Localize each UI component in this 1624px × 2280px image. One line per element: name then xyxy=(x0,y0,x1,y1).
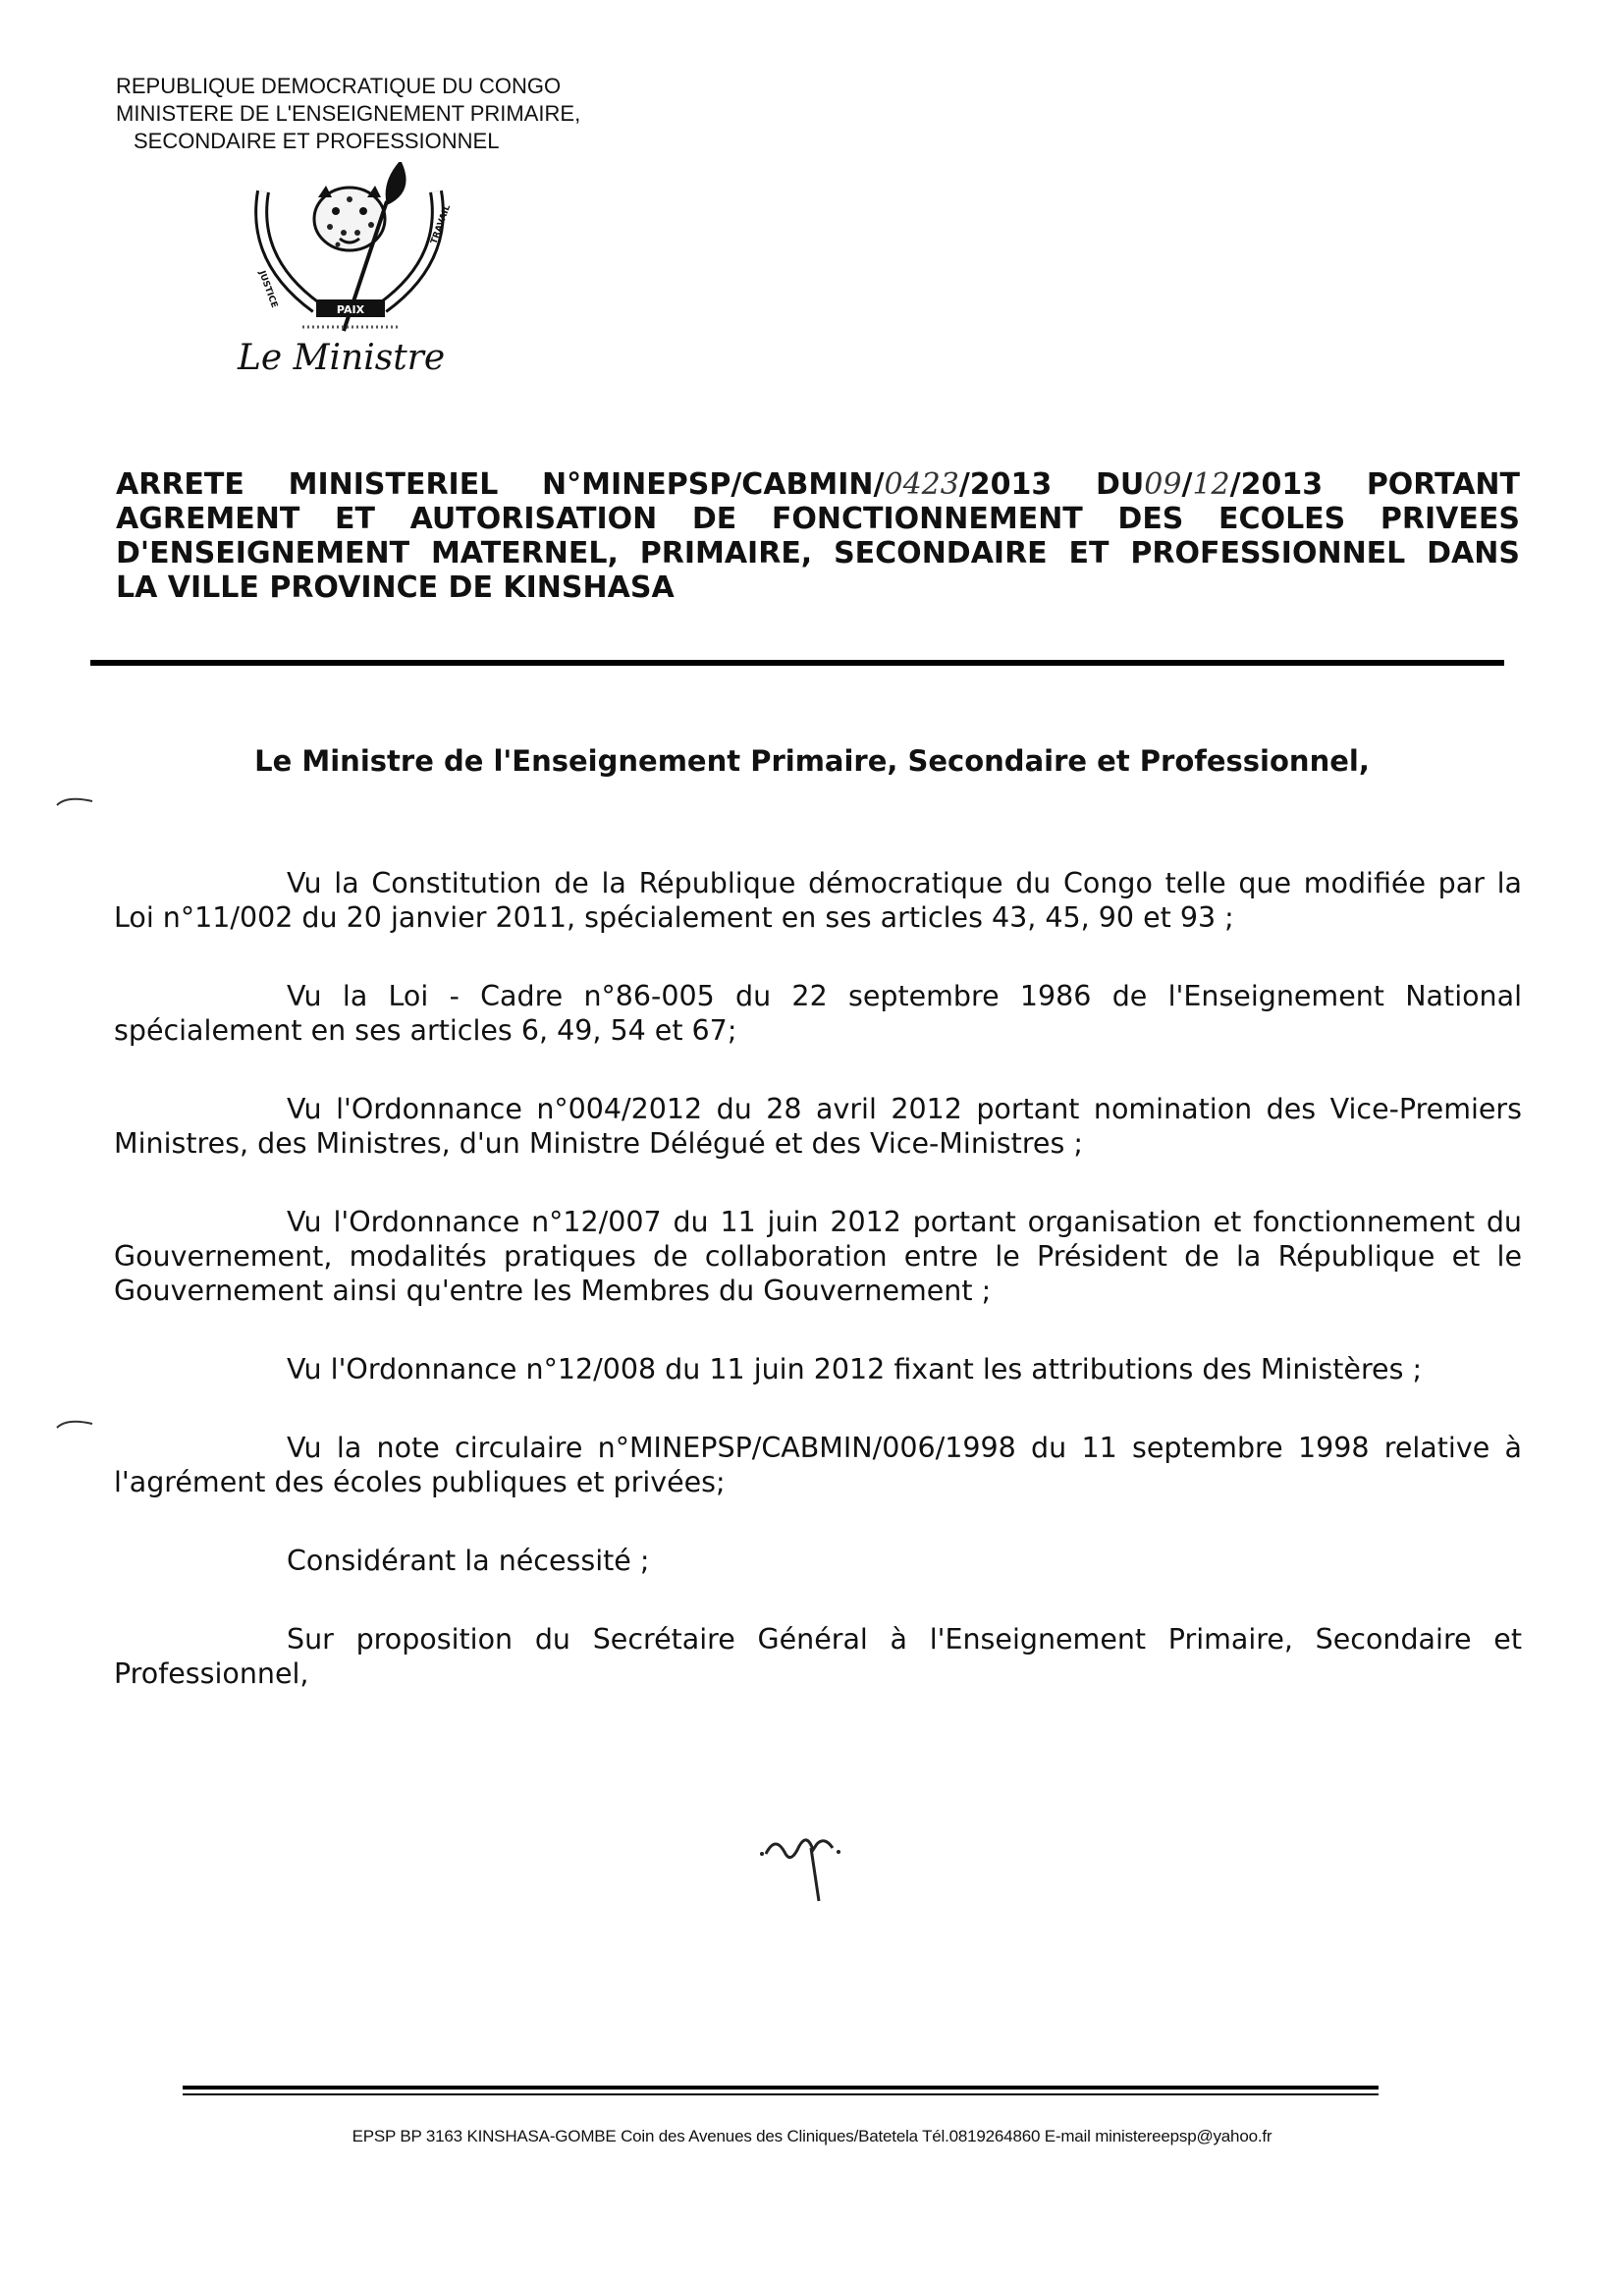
motto-center: PAIX xyxy=(336,303,365,316)
footer-divider xyxy=(183,2086,1379,2090)
margin-punch-mark xyxy=(55,791,94,811)
margin-punch-mark xyxy=(55,1414,94,1434)
letterhead-line-1: REPUBLIQUE DEMOCRATIQUE DU CONGO xyxy=(116,74,562,98)
decree-mid-1: /2013 DU xyxy=(958,467,1145,502)
paragraph: Considérant la nécessité ; xyxy=(287,1545,650,1577)
footer-divider-thin xyxy=(183,2093,1379,2095)
letterhead xyxy=(116,73,580,155)
letterhead-line-3: SECONDAIRE ET PROFESSIONNEL xyxy=(134,129,500,153)
decree-body xyxy=(114,866,1522,1735)
paragraph: Vu l'Ordonnance n°12/007 du 11 juin 2012 portant organisation et fonctionnement du Gouvernement, modalités pratiques de collaboration entre le Président de la République et le Gouvernement ainsi qu'entre les Membres du Gouvernement ; xyxy=(114,1206,1522,1307)
paragraph: Vu l'Ordonnance n°004/2012 du 28 avril 2012 portant nomination des Vice-Premiers Ministres, des Ministres, d'un Ministre Délégué et des Vice-Ministres ; xyxy=(114,1093,1522,1160)
decree-date-separator: / xyxy=(1181,467,1193,502)
handwritten-initials-icon xyxy=(756,1824,864,1903)
title-divider xyxy=(90,660,1504,666)
decree-title xyxy=(116,467,1520,605)
congo-coat-of-arms-icon xyxy=(234,162,469,339)
paragraph: Vu la Constitution de la République démocratique du Congo telle que modifiée par la Loi n°11/002 du 20 janvier 2011, spécialement en ses articles 43, 45, 90 et 93 ; xyxy=(114,867,1522,934)
minister-signature-label: Le Ministre xyxy=(238,338,446,378)
decree-title-line-3: D'ENSEIGNEMENT MATERNEL, PRIMAIRE, SECONDAIRE ET PROFESSIONNEL DANS xyxy=(116,536,1520,570)
paragraph: Vu l'Ordonnance n°12/008 du 11 juin 2012 fixant les attributions des Ministères ; xyxy=(287,1353,1423,1385)
paragraph: Sur proposition du Secrétaire Général à l'Enseignement Primaire, Secondaire et Professionnel, xyxy=(114,1623,1522,1690)
paragraph: Vu la note circulaire n°MINEPSP/CABMIN/006/1998 du 11 septembre 1998 relative à l'agrément des écoles publiques et privées; xyxy=(114,1432,1522,1498)
decree-prefix: ARRETE MINISTERIEL N°MINEPSP/CABMIN/ xyxy=(116,467,885,502)
motto-right: TRAVAIL xyxy=(429,203,454,246)
decree-title-line-1 xyxy=(116,467,1520,502)
decree-number-handwritten: 0423 xyxy=(884,467,959,502)
minister-heading: Le Ministre de l'Enseignement Primaire, Secondaire et Professionnel, xyxy=(254,744,1370,778)
motto-left: JUSTICE xyxy=(256,269,280,310)
decree-mid-2: /2013 PORTANT xyxy=(1229,467,1520,502)
paragraph: Vu la Loi - Cadre n°86-005 du 22 septembre 1986 de l'Enseignement National spécialement en ses articles 6, 49, 54 et 67; xyxy=(114,980,1522,1047)
decree-month-handwritten: 12 xyxy=(1192,467,1230,502)
footer-address: EPSP BP 3163 KINSHASA-GOMBE Coin des Avenues des Cliniques/Batetela Tél.0819264860 E-mail ministereepsp@yahoo.fr xyxy=(352,2127,1272,2145)
decree-day-handwritten: 09 xyxy=(1144,467,1182,502)
decree-title-line-2: AGREMENT ET AUTORISATION DE FONCTIONNEMENT DES ECOLES PRIVEES xyxy=(116,502,1520,536)
letterhead-line-2: MINISTERE DE L'ENSEIGNEMENT PRIMAIRE, xyxy=(116,101,581,126)
decree-title-line-4: LA VILLE PROVINCE DE KINSHASA xyxy=(116,570,675,605)
